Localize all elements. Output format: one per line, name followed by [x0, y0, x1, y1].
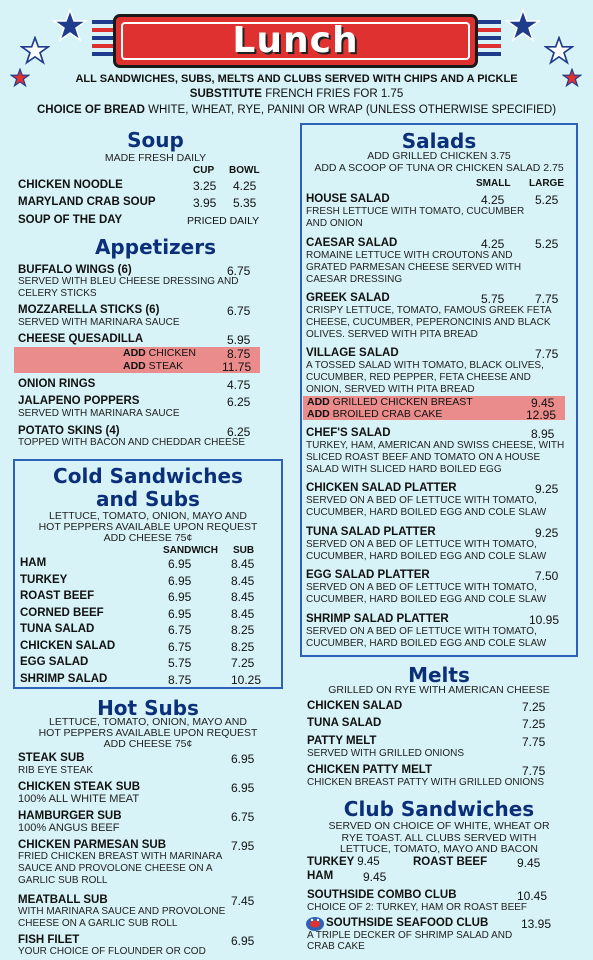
bowl-header: BOWL: [229, 165, 260, 176]
appetizer-item: POTATO SKINS (4): [18, 425, 120, 437]
hot-sub-price: 6.95: [231, 934, 255, 948]
appetizer-desc: TOPPED WITH BACON AND CHEDDAR CHEESE: [18, 437, 246, 448]
salad-desc: SERVED ON A BED OF LETTUCE WITH TOMATO, CUCUMBER, HARD BOILED EGG AND COLE SLAW: [306, 495, 547, 518]
hot-sub-price: 6.75: [231, 810, 255, 824]
salad-price-large: 9.25: [535, 482, 559, 496]
hot-sub-item: FISH FILET: [18, 934, 80, 946]
sandwich-header: SANDWICH: [163, 545, 218, 556]
salad-price-large: 8.95: [531, 427, 555, 441]
cold-title-2: and Subs: [96, 487, 200, 511]
add-option: ADD CHICKEN: [123, 347, 196, 359]
salad-desc: CRISPY LETTUCE, TOMATO, FAMOUS GREEK FETA CHEESE, CUCUMBER, PEPERONCINIS AND BLACK OLIVES. SERVED WITH PITA BREAD: [306, 305, 552, 340]
hot-sub-item: MEATBALL SUB: [18, 894, 108, 906]
club-price: 13.95: [521, 917, 552, 931]
club-item-turkey: TURKEY 9.45: [307, 856, 380, 868]
cold-note: LETTUCE, TOMATO, ONION, MAYO AND: [49, 510, 247, 522]
cold-sandwich-item: HAM: [20, 557, 47, 569]
appetizer-item: JALAPENO POPPERS: [18, 395, 140, 407]
hot-sub-desc: RIB EYE STEAK: [18, 765, 94, 776]
appetizer-item: ONION RINGS: [18, 378, 96, 390]
sub-header: SUB: [233, 545, 255, 556]
appetizer-price: 6.75: [227, 304, 251, 318]
melt-desc: CHICKEN BREAST PATTY WITH GRILLED ONIONS: [307, 777, 545, 788]
hot-sub-desc: 100% ALL WHITE MEAT: [18, 793, 140, 805]
salad-price-large: 5.25: [535, 237, 559, 251]
cold-sandwich-item: CORNED BEEF: [20, 606, 104, 619]
cold-sandwich-item: ROAST BEEF: [20, 590, 95, 602]
melt-item: CHICKEN PATTY MELT: [307, 764, 433, 776]
star-icon: [505, 8, 541, 44]
salad-item: VILLAGE SALAD: [306, 347, 399, 359]
hot-sub-price: 7.45: [231, 894, 255, 908]
appetizer-price: 6.25: [227, 395, 251, 409]
add-option: ADD BROILED CRAB CAKE: [307, 408, 443, 420]
cold-sandwich-item: EGG SALAD: [20, 656, 89, 668]
soup-price-cup: 3.25: [193, 179, 217, 193]
appetizer-item: MOZZARELLA STICKS (6): [18, 304, 160, 316]
salad-item: HOUSE SALAD: [306, 193, 390, 205]
melt-item: CHICKEN SALAD: [307, 700, 403, 712]
salad-item: CHEF'S SALAD: [306, 427, 391, 439]
cup-header: CUP: [193, 165, 215, 176]
salad-desc: FRESH LETTUCE WITH TOMATO, CUCUMBER AND ONION: [306, 206, 525, 229]
melt-price: 7.75: [522, 764, 546, 778]
salad-desc: ROMAINE LETTUCE WITH CROUTONS AND GRATED PARMESAN CHEESE SERVED WITH CAESAR DRESSING: [306, 250, 522, 285]
salad-item: SHRIMP SALAD PLATTER: [306, 613, 449, 625]
soup-item: CHICKEN NOODLE: [18, 179, 123, 191]
cold-title: Cold Sandwiches: [53, 464, 243, 488]
club-desc: CRAB CAKE: [307, 941, 365, 952]
add-price: 12.95: [526, 408, 557, 422]
add-price: 8.75: [227, 347, 251, 361]
hot-subs-title: Hot Subs: [97, 696, 199, 720]
sub-price: 7.25: [231, 656, 255, 670]
club-item-combo: SOUTHSIDE COMBO CLUB: [307, 889, 457, 901]
soup-price-bowl: 5.35: [233, 196, 257, 210]
add-price: 9.45: [531, 396, 555, 410]
salad-item: GREEK SALAD: [306, 292, 390, 304]
salad-desc: A TOSSED SALAD WITH TOMATO, BLACK OLIVES, CUCUMBER, RED PEPPER, FETA CHEESE AND ONION, SERVED WITH PITA BREAD: [306, 360, 544, 395]
cold-sandwich-item: TURKEY: [20, 573, 68, 586]
salad-price-large: 7.75: [535, 347, 559, 361]
melt-price: 7.25: [522, 717, 546, 731]
sandwich-price: 8.75: [168, 672, 192, 687]
hot-sub-price: 7.95: [231, 839, 255, 853]
club-price: 9.45: [517, 856, 541, 870]
soup-title: Soup: [127, 128, 184, 152]
melt-desc: SERVED WITH GRILLED ONIONS: [307, 748, 465, 759]
hot-note: LETTUCE, TOMATO, ONION, MAYO AND: [49, 716, 247, 728]
header-line-2: SUBSTITUTE FRENCH FRIES FOR 1.75: [189, 88, 404, 100]
appetizer-desc: SERVED WITH MARINARA SAUCE: [18, 317, 180, 328]
salad-price-large: 7.75: [535, 292, 559, 306]
sandwich-price: 5.75: [168, 656, 192, 670]
add-option: ADD GRILLED CHICKEN BREAST: [307, 396, 473, 408]
club-price: 9.45: [363, 870, 387, 884]
sub-price: 8.45: [231, 557, 255, 571]
melt-item: PATTY MELT: [307, 735, 377, 747]
salad-price-small: 4.25: [481, 193, 505, 207]
salad-desc: SERVED ON A BED OF LETTUCE WITH TOMATO, CUCUMBER, HARD BOILED EGG AND COLE SLAW: [306, 582, 547, 605]
sandwich-price: 6.95: [168, 557, 192, 571]
small-header: SMALL: [476, 178, 511, 189]
salad-desc: SERVED ON A BED OF LETTUCE WITH TOMATO, CUCUMBER, HARD BOILED EGG AND COLE SLAW: [306, 626, 547, 649]
sandwich-price: 6.95: [168, 590, 192, 604]
sandwich-price: 6.95: [168, 606, 192, 621]
hot-sub-item: STEAK SUB: [18, 752, 85, 764]
hot-sub-desc: FRIED CHICKEN BREAST WITH MARINARA SAUCE AND PROVOLONE CHEESE ON A GARLIC SUB ROLL: [18, 851, 222, 886]
soup-price-bowl: 4.25: [233, 179, 257, 193]
salad-item: CAESAR SALAD: [306, 237, 398, 249]
salad-price-large: 5.25: [535, 193, 559, 207]
club-desc: CHOICE OF 2: TURKEY, HAM OR ROAST BEEF: [307, 902, 528, 913]
hot-sub-desc: YOUR CHOICE OF FLOUNDER OR COD: [18, 946, 206, 957]
star-icon: [52, 8, 88, 44]
melts-note: GRILLED ON RYE WITH AMERICAN CHEESE: [328, 684, 550, 696]
sub-price: 8.45: [231, 573, 255, 588]
appetizers-title: Appetizers: [94, 235, 217, 259]
sub-price: 8.25: [231, 623, 255, 637]
salad-item: EGG SALAD PLATTER: [306, 569, 430, 581]
appetizer-desc: SERVED WITH MARINARA SAUCE: [18, 408, 180, 419]
soup-item: SOUP OF THE DAY: [18, 214, 123, 226]
hot-sub-price: 6.95: [231, 752, 255, 766]
cold-note: HOT PEPPERS AVAILABLE UPON REQUEST: [38, 521, 258, 533]
soup-item: MARYLAND CRAB SOUP: [18, 196, 156, 208]
club-note: SERVED ON CHOICE OF WHITE, WHEAT OR: [328, 820, 550, 832]
club-title: Club Sandwiches: [343, 797, 535, 821]
sandwich-price: 6.75: [168, 623, 192, 637]
sub-price: 8.45: [231, 590, 255, 604]
club-price: 10.45: [517, 889, 548, 903]
salads-note: ADD A SCOOP OF TUNA OR CHICKEN SALAD 2.75: [314, 162, 564, 174]
add-option: ADD STEAK: [123, 360, 184, 372]
appetizer-item: BUFFALO WINGS (6): [18, 264, 132, 276]
club-note: RYE TOAST. ALL CLUBS SERVED WITH: [341, 832, 537, 844]
appetizer-price: 6.75: [227, 264, 251, 278]
hot-sub-item: HAMBURGER SUB: [18, 810, 122, 822]
cold-note: ADD CHEESE 75¢: [103, 532, 193, 544]
salad-price-small: 4.25: [481, 237, 505, 251]
star-icon: [544, 36, 574, 66]
header-line-1: ALL SANDWICHES, SUBS, MELTS AND CLUBS SERVED WITH CHIPS AND A PICKLE: [75, 73, 518, 85]
salads-title: Salads: [401, 129, 477, 153]
soup-price-daily: PRICED DAILY: [187, 215, 260, 227]
salad-desc: SERVED ON A BED OF LETTUCE WITH TOMATO, CUCUMBER, HARD BOILED EGG AND COLE SLAW: [306, 539, 547, 562]
club-item-seafood: SOUTHSIDE SEAFOOD CLUB: [326, 917, 489, 929]
salad-price-large: 9.25: [535, 526, 559, 540]
salad-price-small: 5.75: [481, 292, 505, 306]
salad-item: TUNA SALAD PLATTER: [306, 526, 436, 538]
salads-note: ADD GRILLED CHICKEN 3.75: [367, 150, 511, 162]
banner-plate: [113, 14, 478, 68]
hot-note: ADD CHEESE 75¢: [103, 738, 193, 750]
large-header: LARGE: [529, 178, 564, 189]
salad-item: CHICKEN SALAD PLATTER: [306, 482, 457, 494]
club-desc: A TRIPLE DECKER OF SHRIMP SALAD AND: [307, 930, 513, 941]
melts-title: Melts: [408, 663, 470, 687]
hot-sub-item: CHICKEN PARMESAN SUB: [18, 839, 167, 851]
cold-sandwich-item: SHRIMP SALAD: [20, 672, 108, 685]
sub-price: 8.25: [231, 639, 255, 654]
melt-item: TUNA SALAD: [307, 717, 382, 729]
soup-price-cup: 3.95: [193, 196, 217, 210]
hot-sub-price: 6.95: [231, 781, 255, 795]
hot-sub-desc: 100% ANGUS BEEF: [18, 822, 120, 834]
soup-note: MADE FRESH DAILY: [104, 152, 207, 164]
melt-price: 7.25: [522, 700, 546, 714]
club-item-ham: HAM: [307, 870, 334, 882]
salad-price-large: 7.50: [535, 569, 559, 583]
melt-price: 7.75: [522, 735, 546, 749]
appetizer-price: 5.95: [227, 333, 251, 347]
cold-sandwich-item: TUNA SALAD: [20, 623, 95, 635]
cold-sandwich-item: CHICKEN SALAD: [20, 639, 116, 652]
salad-desc: TURKEY, HAM, AMERICAN AND SWISS CHEESE, WITH SLICED ROAST BEEF AND TOMATO ON A HOUSE SALAD WITH SLICED HARD BOILED EGG: [306, 440, 565, 475]
appetizer-item: CHEESE QUESADILLA: [18, 333, 144, 345]
sub-price: 10.25: [231, 672, 262, 687]
hot-sub-item: CHICKEN STEAK SUB: [18, 781, 141, 793]
sandwich-price: 6.95: [168, 573, 192, 588]
club-item-roast-beef: ROAST BEEF: [413, 856, 488, 868]
hot-note: HOT PEPPERS AVAILABLE UPON REQUEST: [38, 727, 258, 739]
hot-sub-desc: WITH MARINARA SAUCE AND PROVOLONE CHEESE ON A GARLIC SUB ROLL: [18, 906, 226, 929]
header-line-3: CHOICE OF BREAD WHITE, WHEAT, RYE, PANINI OR WRAP (UNLESS OTHERWISE SPECIFIED): [36, 104, 557, 116]
add-price: 11.75: [222, 360, 252, 374]
appetizer-price: 6.25: [227, 425, 251, 439]
appetizer-price: 4.75: [227, 378, 251, 392]
star-icon: [20, 36, 50, 66]
appetizer-desc: SERVED WITH BLEU CHEESE DRESSING AND CELERY STICKS: [18, 276, 239, 299]
sandwich-price: 6.75: [168, 639, 192, 654]
salad-price-large: 10.95: [529, 613, 560, 627]
sub-price: 8.45: [231, 606, 255, 621]
club-note: LETTUCE, TOMATO, MAYO AND BACON: [340, 843, 538, 855]
page-title: Lunch: [232, 20, 359, 61]
